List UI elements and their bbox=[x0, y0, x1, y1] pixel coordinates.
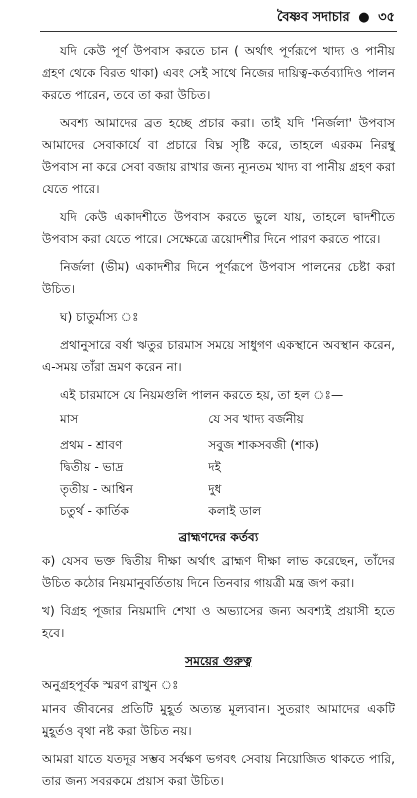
table-cell-month: দ্বিতীয় - ভাদ্র bbox=[60, 460, 124, 474]
table-row bbox=[42, 434, 395, 456]
table-row bbox=[42, 456, 395, 478]
table-row bbox=[42, 478, 395, 500]
paragraph-rules-intro: এই চারমাসে যে নিয়মগুলি পালন করতে হয়, তা হল ঃ— bbox=[60, 388, 344, 402]
table-cell-food: দই bbox=[208, 460, 221, 474]
section-heading-importance-of-time: সময়ের গুরুত্ব bbox=[185, 654, 252, 668]
paragraph-deity-worship: খ) বিগ্রহ পূজার নিয়মাদি শেখা ও অভ্যাসের জন্য অবশ্যই প্রয়াসী হতে হবে। bbox=[42, 604, 395, 640]
page-body bbox=[42, 40, 395, 798]
chaturmasya-table bbox=[42, 408, 395, 522]
header-bullet: ● bbox=[358, 10, 370, 25]
page-number: ৩৫ bbox=[378, 10, 395, 25]
subheading-please-remember: অনুগ্রহপূর্বক স্মরণ রাখুন ঃ bbox=[42, 678, 179, 692]
paragraph-human-life: মানব জীবনের প্রতিটি মুহূর্ত অত্যন্ত মূল্যবান। সুতরাং আমাদের একটি মুহূর্তও বৃথা নষ্ট করা উচিত নয়। bbox=[42, 702, 395, 738]
header-title: বৈষ্ণব সদাচার bbox=[277, 10, 350, 25]
table-cell-month: প্রথম - শ্রাবণ bbox=[60, 438, 123, 452]
paragraph-forgot-ekadashi: যদি কেউ একাদশীতে উপবাস করতে ভুলে যায়, তাহলে দ্বাদশীতে উপবাস করা যেতে পারে। সেক্ষেত্রে ত্রয়োদশীর দিনে পারণ করতে পারে। bbox=[42, 210, 395, 246]
table-row bbox=[42, 500, 395, 522]
paragraph-engage-in-service: আমরা যাতে যতদূর সম্ভব সর্বক্ষণ ভগবৎ সেবায় নিয়োজিত থাকতে পারি, তার জন্য সবরকমে প্রয়াস করা উচিত। bbox=[42, 752, 395, 788]
table-cell-food: দুধ bbox=[208, 482, 222, 496]
table-header-row bbox=[42, 408, 395, 434]
table-header-month: মাস bbox=[60, 412, 79, 426]
paragraph-full-fast: যদি কেউ পূর্ণ উপবাস করতে চান ( অর্থাৎ পূর্ণরূপে খাদ্য ও পানীয় গ্রহণ থেকে বিরত থাকা) এবং সেই সাথে নিজের দায়িত্ব-কর্তব্যাদিও পালন করতে পারেন, তবে তা করা উচিত। bbox=[42, 44, 395, 102]
section-heading-brahmana-duties: ব্রাহ্মণদের কর্তব্য bbox=[178, 530, 259, 544]
paragraph-preaching-vow: অবশ্য আমাদের ব্রত হচ্ছে প্রচার করা। তাই যদি 'নির্জলা' উপবাস আমাদের সেবাকার্যে বা প্রচারে বিঘ্ন সৃষ্টি করে, তাহলে এরকম নিরম্বু উপবাস না করে সেবা বজায় রাখার জন্য ন্যূনতম খাদ্য বা পানীয় গ্রহণ করা যেতে পারে। bbox=[42, 116, 395, 196]
header-rule bbox=[40, 31, 397, 32]
paragraph-nirjala-ekadashi: নির্জলা (ভীম) একাদশীর দিনে পূর্ণরূপে উপবাস পালনের চেষ্টা করা উচিত। bbox=[42, 260, 395, 296]
paragraph-rainy-season: প্রথানুসারে বর্ষা ঋতুর চারমাস সময়ে সাধুগণ একস্থানে অবস্থান করেন, এ-সময় তাঁরা ভ্রমণ করেন না। bbox=[42, 338, 395, 374]
table-cell-food: সবুজ শাকসবজী (শাক) bbox=[208, 438, 320, 452]
table-cell-month: তৃতীয় - আশ্বিন bbox=[60, 482, 134, 496]
table-cell-month: চতুর্থ - কার্তিক bbox=[60, 504, 129, 518]
paragraph-gayatri: ক) যেসব ভক্ত দ্বিতীয় দীক্ষা অর্থাৎ ব্রাহ্মণ দীক্ষা লাভ করেছেন, তাঁদের উচিত কঠোর নিয়মানুবর্তিতায় দিনে তিনবার গায়ত্রী মন্ত্র জপ করা। bbox=[42, 554, 395, 590]
subheading-chaturmasya: ঘ) চাতুর্মাস্য ঃ bbox=[60, 310, 139, 324]
table-cell-food: কলাই ডাল bbox=[208, 504, 262, 518]
table-header-food: যে সব খাদ্য বর্জনীয় bbox=[208, 412, 304, 426]
running-header bbox=[277, 8, 395, 29]
